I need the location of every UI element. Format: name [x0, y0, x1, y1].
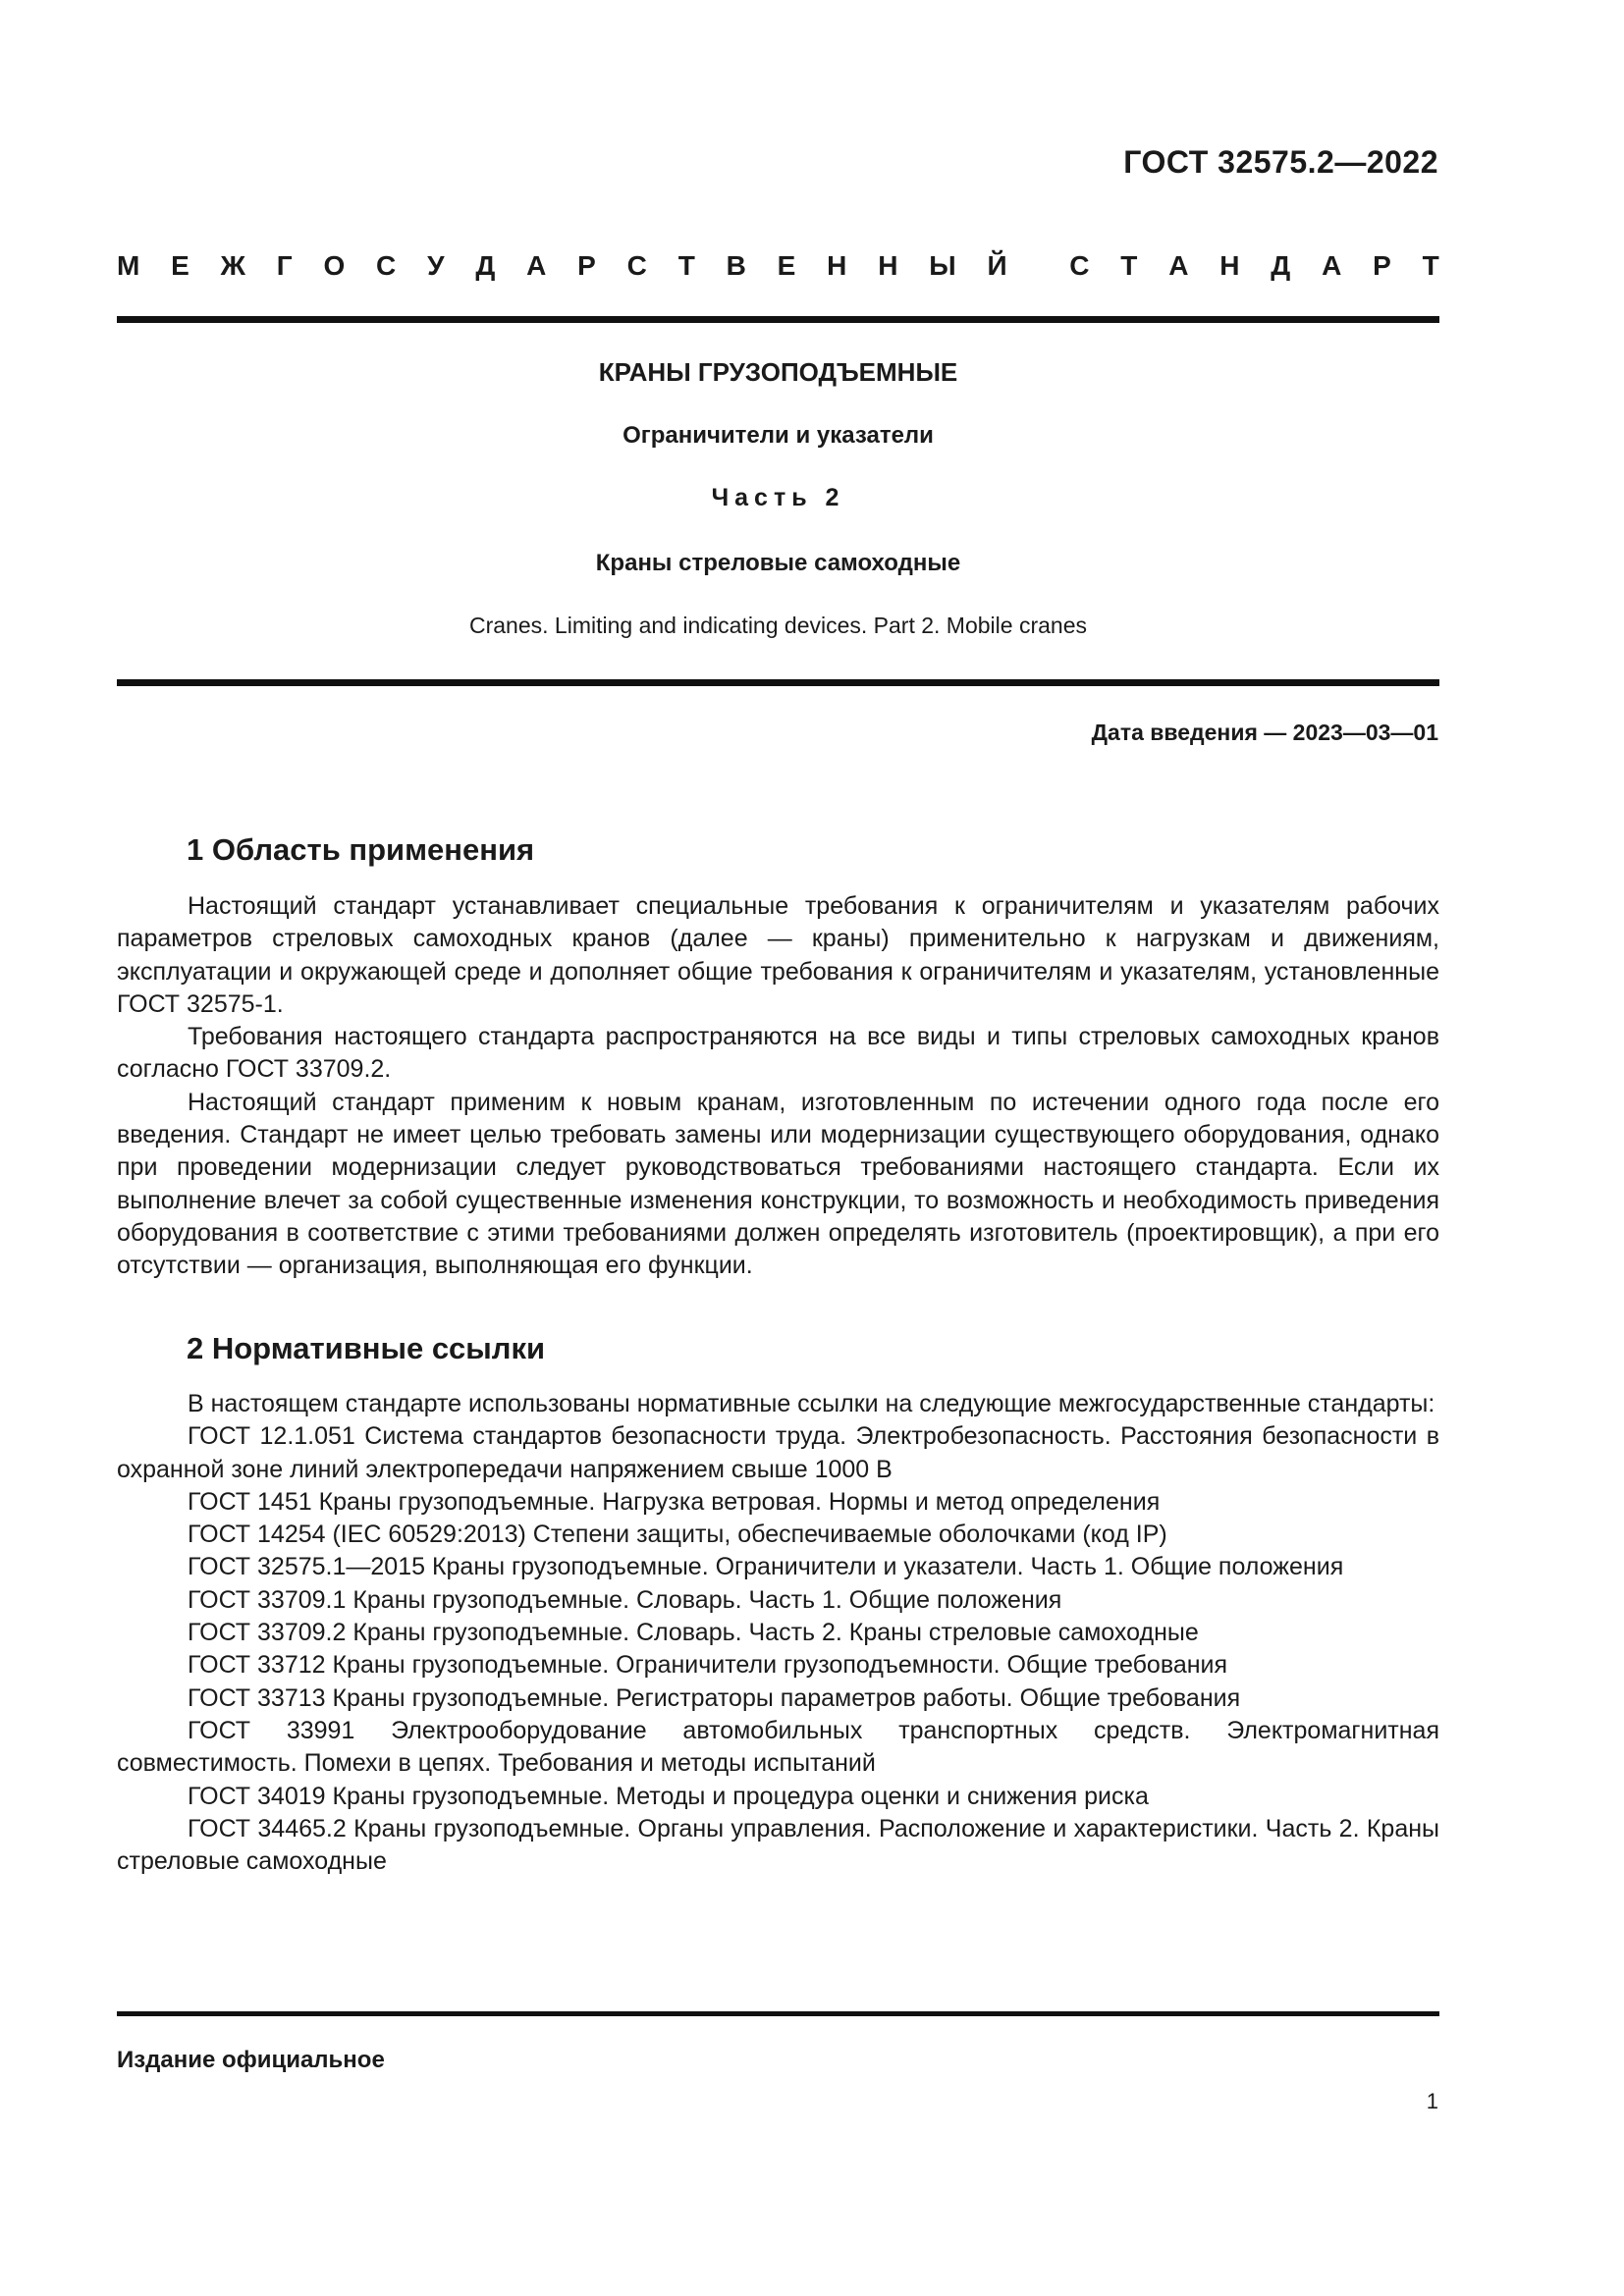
- reference-item: ГОСТ 12.1.051 Система стандартов безопасности труда. Электробезопасность. Расстояния безопасности в охранной зоне линий электропередачи напряжением свыше 1000 В: [117, 1422, 1439, 1483]
- heading-letter: А: [526, 250, 547, 281]
- document-title: КРАНЫ ГРУЗОПОДЪЕМНЫЕ: [598, 357, 958, 387]
- heading-letter: Н: [1219, 250, 1240, 281]
- footer-rule: [117, 2011, 1439, 2016]
- heading-letter: Д: [1271, 250, 1291, 281]
- heading-letter: Н: [827, 250, 847, 281]
- section-1-heading: 1 Область применения: [187, 832, 535, 867]
- paragraph: Настоящий стандарт применим к новым кранам, изготовленным по истечении одного года после его введения. Стандарт не имеет целью требовать замены или модернизации существующего оборудования, однако при проведении модернизации следует руководствоваться требованиями настоящего стандарта. Если их выполнение влечет за собой существенные изменения конструкции, то возможность и необходимость приведения оборудования в соответствие с этими требованиями должен определять изготовитель (проектировщик), а при его отсутствии — организация, выполняющая его функции.: [117, 1088, 1439, 1280]
- reference-item: ГОСТ 33712 Краны грузоподъемные. Ограничители грузоподъемности. Общие требования: [188, 1651, 1228, 1680]
- page-number: 1: [1426, 2089, 1438, 2113]
- heading-letter: О: [323, 250, 346, 281]
- heading-letter: Ж: [220, 250, 245, 281]
- heading-letter: Й: [987, 250, 1007, 281]
- section-1-body: [117, 890, 1439, 1283]
- heading-letter: Р: [1373, 250, 1391, 281]
- reference-item: ГОСТ 33713 Краны грузоподъемные. Регистраторы параметров работы. Общие требования: [188, 1683, 1241, 1712]
- reference-item: ГОСТ 14254 (IEC 60529:2013) Степени защиты, обеспечиваемые оболочками (код IP): [188, 1521, 1167, 1549]
- heading-letter: Т: [1120, 250, 1138, 281]
- reference-item: ГОСТ 33709.2 Краны грузоподъемные. Словарь. Часть 2. Краны стреловые самоходные: [188, 1619, 1199, 1647]
- introduction-date: Дата введения — 2023—03—01: [1091, 720, 1438, 745]
- reference-item: ГОСТ 32575.1—2015 Краны грузоподъемные. Ограничители и указатели. Часть 1. Общие положения: [188, 1553, 1344, 1581]
- heading-letter: Г: [276, 250, 293, 281]
- heading-letter: С: [376, 250, 397, 281]
- section-2-body: [117, 1388, 1439, 1878]
- heading-letter: С: [626, 250, 647, 281]
- heading-letter: Д: [475, 250, 496, 281]
- paragraph: Требования настоящего стандарта распространяются на все виды и типы стреловых самоходных кранов согласно ГОСТ 33709.2.: [117, 1023, 1439, 1084]
- heading-letter: А: [1322, 250, 1342, 281]
- standard-type-heading: [117, 250, 1439, 282]
- section-2-heading: 2 Нормативные ссылки: [187, 1331, 546, 1365]
- official-edition-label: Издание официальное: [117, 2047, 385, 2073]
- heading-letter: А: [1168, 250, 1189, 281]
- heading-letter: М: [117, 250, 140, 281]
- title-rule: [117, 679, 1439, 686]
- part-label: Часть 2: [711, 484, 845, 511]
- heading-letter: Т: [1422, 250, 1439, 281]
- heading-letter: В: [726, 250, 746, 281]
- reference-item: ГОСТ 34465.2 Краны грузоподъемные. Органы управления. Расположение и характеристики. Часть 2. Краны стреловые самоходные: [117, 1814, 1439, 1876]
- heading-letter: С: [1069, 250, 1090, 281]
- part-title: Краны стреловые самоходные: [595, 550, 961, 576]
- heading-letter: Е: [171, 250, 189, 281]
- reference-item: ГОСТ 34019 Краны грузоподъемные. Методы и процедура оценки и снижения риска: [188, 1782, 1149, 1810]
- reference-item: ГОСТ 33991 Электрооборудование автомобильных транспортных средств. Электромагнитная совместимость. Помехи в цепях. Требования и методы испытаний: [117, 1716, 1439, 1778]
- paragraph: Настоящий стандарт устанавливает специальные требования к ограничителям и указателям рабочих параметров стреловых самоходных кранов (далее — краны) применительно к нагрузкам и движениям, эксплуатации и окружающей среде и дополняет общие требования к ограничителям и указателям, установленные ГОСТ 32575-1.: [117, 892, 1439, 1018]
- heading-letter: Р: [577, 250, 596, 281]
- reference-item: ГОСТ 33709.1 Краны грузоподъемные. Словарь. Часть 1. Общие положения: [188, 1585, 1062, 1614]
- heading-letter: Т: [677, 250, 695, 281]
- heading-letter: Н: [878, 250, 898, 281]
- header-rule: [117, 316, 1439, 323]
- standard-code: ГОСТ 32575.2—2022: [1123, 144, 1438, 180]
- heading-letter: Е: [777, 250, 796, 281]
- english-title: Cranes. Limiting and indicating devices. Part 2. Mobile cranes: [469, 613, 1087, 638]
- heading-letter: Ы: [929, 250, 956, 281]
- heading-letter: У: [427, 250, 445, 281]
- reference-item: ГОСТ 1451 Краны грузоподъемные. Нагрузка ветровая. Нормы и метод определения: [188, 1487, 1161, 1516]
- paragraph: В настоящем стандарте использованы нормативные ссылки на следующие межгосударственные стандарты:: [188, 1390, 1435, 1417]
- document-subtitle: Ограничители и указатели: [623, 422, 934, 449]
